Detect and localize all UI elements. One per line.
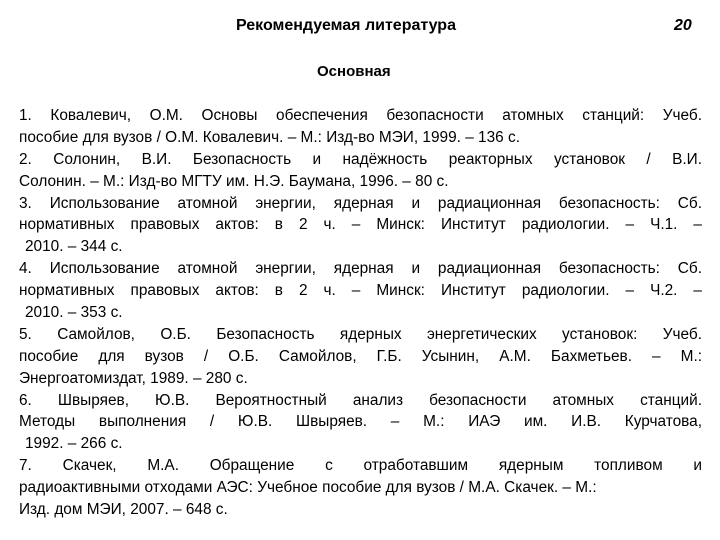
reference-line: 1992. – 266 с. xyxy=(25,435,123,453)
reference-line: Энергоатомиздат, 1989. – 280 с. xyxy=(19,369,248,387)
page-title: Рекомендуемая литература xyxy=(236,17,456,34)
reference-line: нормативных правовых актов: в 2 ч. – Минск: Институт радиологии. – Ч.2. – xyxy=(19,282,702,300)
reference-line: 5. Самойлов, О.Б. Безопасность ядерных энергетических установок: Учеб. xyxy=(19,325,702,343)
reference-line: Солонин. – М.: Изд-во МГТУ им. Н.Э. Баумана, 1996. – 80 с. xyxy=(19,172,449,190)
reference-line: пособие для вузов / О.Б. Самойлов, Г.Б. Усынин, А.М. Бахметьев. – М.: xyxy=(19,347,702,365)
reference-item-6 xyxy=(19,390,702,456)
reference-item-5 xyxy=(19,324,702,390)
reference-item-3 xyxy=(19,193,702,259)
reference-line: 2010. – 353 с. xyxy=(25,304,123,322)
page-number: 20 xyxy=(674,17,692,34)
reference-line: 4. Использование атомной энергии, ядерная и радиационная безопасность: Сб. xyxy=(19,260,702,278)
reference-line: радиоактивными отходами АЭС: Учебное пособие для вузов / М.А. Скачек. – М.: xyxy=(19,479,597,497)
reference-line: Методы выполнения / Ю.В. Швыряев. – М.: ИАЭ им. И.В. Курчатова, xyxy=(19,413,702,431)
reference-line: 1. Ковалевич, О.М. Основы обеспечения безопасности атомных станций: Учеб. xyxy=(19,107,702,124)
reference-line: нормативных правовых актов: в 2 ч. – Минск: Институт радиологии. – Ч.1. – xyxy=(19,216,702,234)
reference-line: 7. Скачек, М.А. Обращение с отработавшим ядерным топливом и xyxy=(19,457,702,475)
reference-list xyxy=(19,105,702,521)
reference-line: пособие для вузов / О.М. Ковалевич. – М.: Изд-во МЭИ, 1999. – 136 с. xyxy=(19,128,520,146)
reference-line: Изд. дом МЭИ, 2007. – 648 с. xyxy=(19,501,228,519)
reference-item-1 xyxy=(19,105,702,149)
reference-line: 2010. – 344 с. xyxy=(25,238,123,256)
section-heading: Основная xyxy=(317,63,391,80)
reference-item-4 xyxy=(19,258,702,324)
reference-line: 3. Использование атомной энергии, ядерная и радиационная безопасность: Сб. xyxy=(19,194,702,212)
reference-item-7 xyxy=(19,455,702,521)
reference-line: 2. Солонин, В.И. Безопасность и надёжность реакторных установок / В.И. xyxy=(19,150,702,168)
reference-line: 6. Швыряев, Ю.В. Вероятностный анализ безопасности атомных станций. xyxy=(19,391,702,409)
reference-item-2 xyxy=(19,149,702,193)
